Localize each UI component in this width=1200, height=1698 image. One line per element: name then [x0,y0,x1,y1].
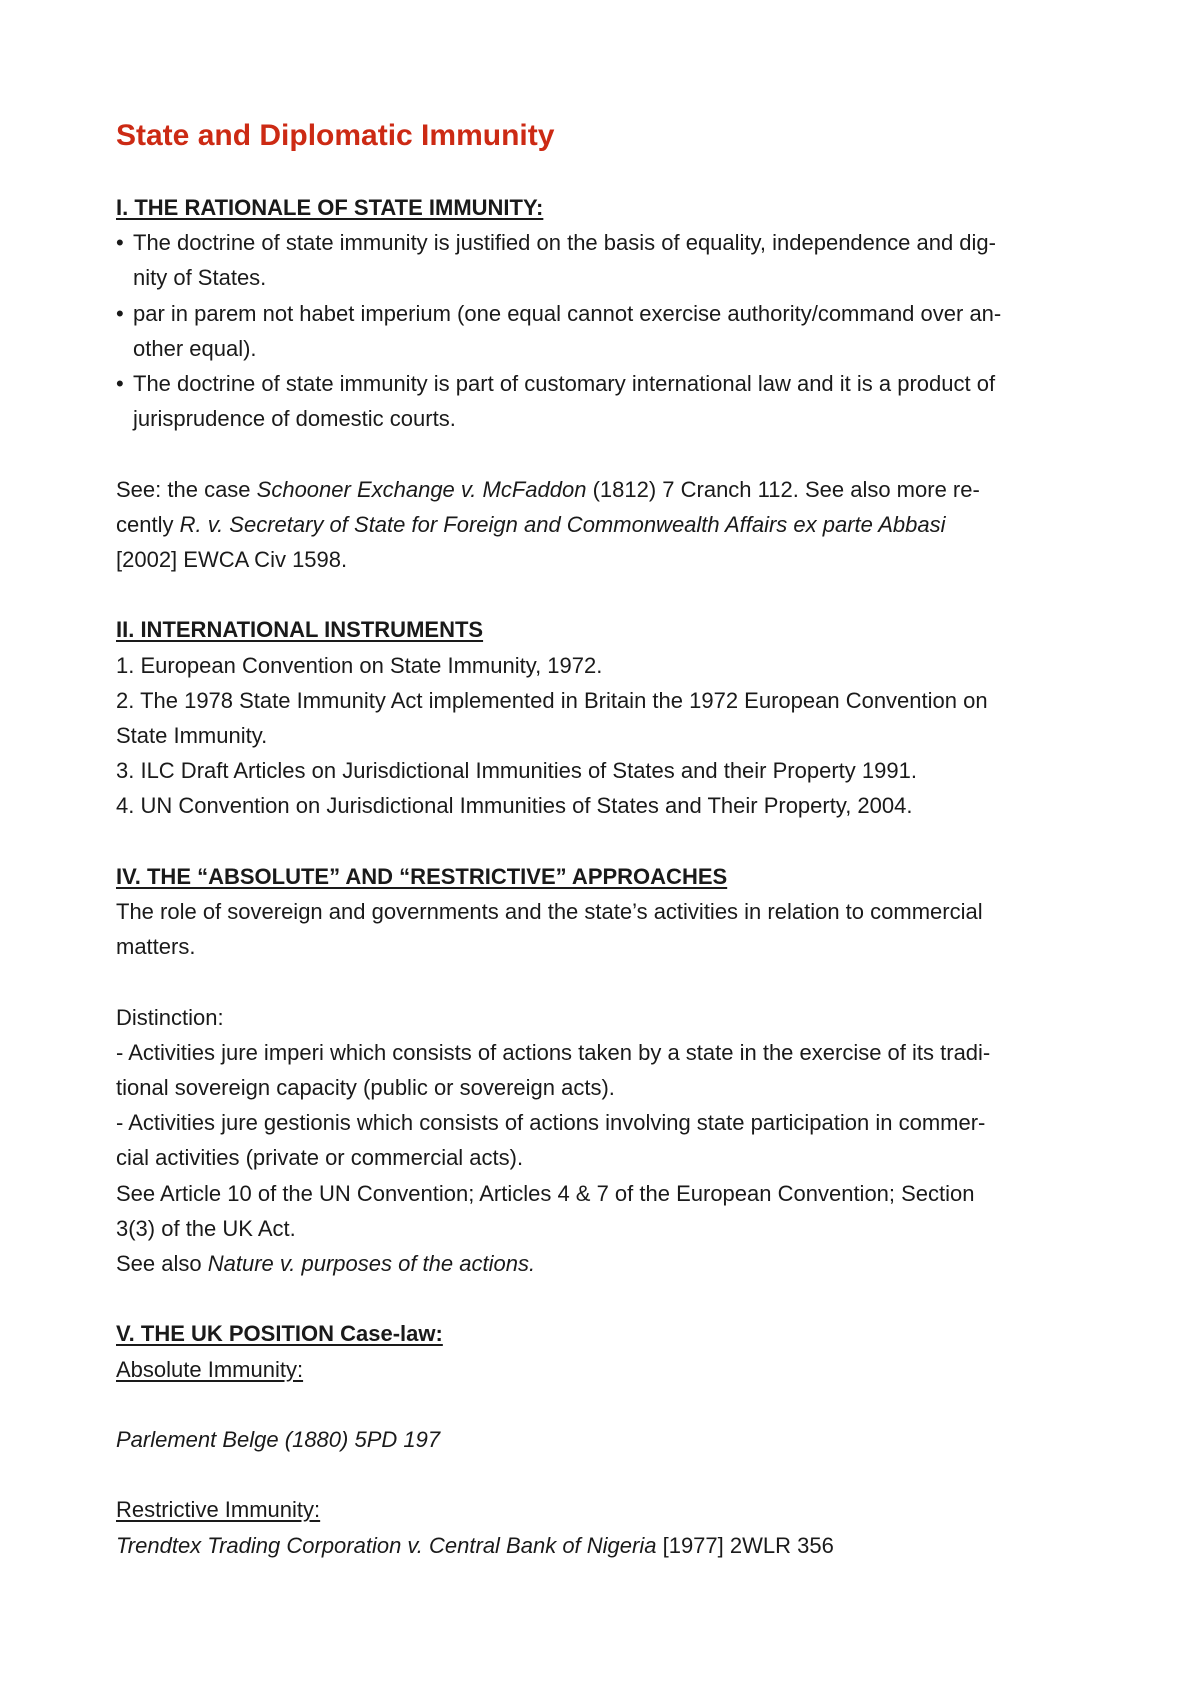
absolute-immunity-label: Absolute Immunity: [116,1356,304,1382]
paragraph-line: cial activities (private or commercial acts). [116,1145,524,1171]
case-name: Schooner Exchange v. McFaddon [256,476,587,502]
paragraph-line: See Article 10 of the UN Convention; Articles 4 & 7 of the European Convention; Section [116,1180,975,1206]
list-item: 1. European Convention on State Immunity, 1972. [116,652,603,678]
see-also-line [116,1246,1100,1281]
list-item: State Immunity. [116,723,268,749]
section-heading: IV. THE “ABSOLUTE” AND “RESTRICTIVE” APPROACHES [116,863,728,889]
bullet-continuation: nity of States. [133,265,267,291]
bullet-item: • par in parem not habet imperium (one equal cannot exercise authority/command over an- [116,296,1100,331]
bullet-continuation: other equal). [133,335,257,361]
case-reference-paragraph [116,1528,1100,1563]
case-name: Parlement Belge (1880) 5PD 197 [116,1427,441,1453]
case-name: Trendtex Trading Corporation v. Central Bank of Nigeria [116,1532,657,1558]
list-item: 4. UN Convention on Jurisdictional Immunities of States and Their Property, 2004. [116,793,913,819]
case-citation: [1977] 2WLR 356 [656,1532,834,1558]
bullet-item: • The doctrine of state immunity is justified on the basis of equality, independence and dig- [116,225,1100,260]
case-reference-paragraph [116,472,1100,507]
text-run: cently [116,511,180,537]
italic-text: Nature v. purposes of the actions. [207,1251,536,1277]
list-item: 2. The 1978 State Immunity Act implemented in Britain the 1972 European Convention on [116,687,988,713]
bullet-continuation: jurisprudence of domestic courts. [133,406,456,432]
restrictive-immunity-label: Restrictive Immunity: [116,1497,321,1523]
paragraph-line: tional sovereign capacity (public or sovereign acts). [116,1075,615,1101]
case-citation: [2002] EWCA Civ 1598. [116,547,348,573]
section-uk-position [116,1316,1100,1562]
text-run: (1812) 7 Cranch 112. See also more re- [586,476,980,502]
paragraph-line: - Activities jure imperi which consists of actions taken by a state in the exercise of its tradi- [116,1039,991,1065]
section-heading: I. THE RATIONALE OF STATE IMMUNITY: [116,195,544,220]
paragraph-line: matters. [116,934,196,960]
text-run: See: the case [116,476,257,502]
case-reference-paragraph [116,507,1100,542]
bullet-item: • The doctrine of state immunity is part of customary international law and it is a product of [116,366,1100,401]
list-item: 3. ILC Draft Articles on Jurisdictional Immunities of States and their Property 1991. [116,758,917,784]
section-instruments [116,612,1100,823]
section-heading: II. INTERNATIONAL INSTRUMENTS [116,617,484,643]
document-title: State and Diplomatic Immunity [116,119,555,152]
paragraph-line: 3(3) of the UK Act. [116,1215,296,1241]
case-name: R. v. Secretary of State for Foreign and Commonwealth Affairs ex parte Abbasi [179,511,946,537]
text-run: See also [116,1251,208,1277]
paragraph-line: - Activities jure gestionis which consists of actions involving state participation in commer- [116,1110,986,1136]
section-rationale [116,190,1100,577]
section-heading: V. THE UK POSITION Case-law: [116,1321,443,1347]
section-approaches [116,859,1100,1281]
distinction-label: Distinction: [116,1004,224,1030]
paragraph-line: The role of sovereign and governments and the state’s activities in relation to commercial [116,899,983,925]
